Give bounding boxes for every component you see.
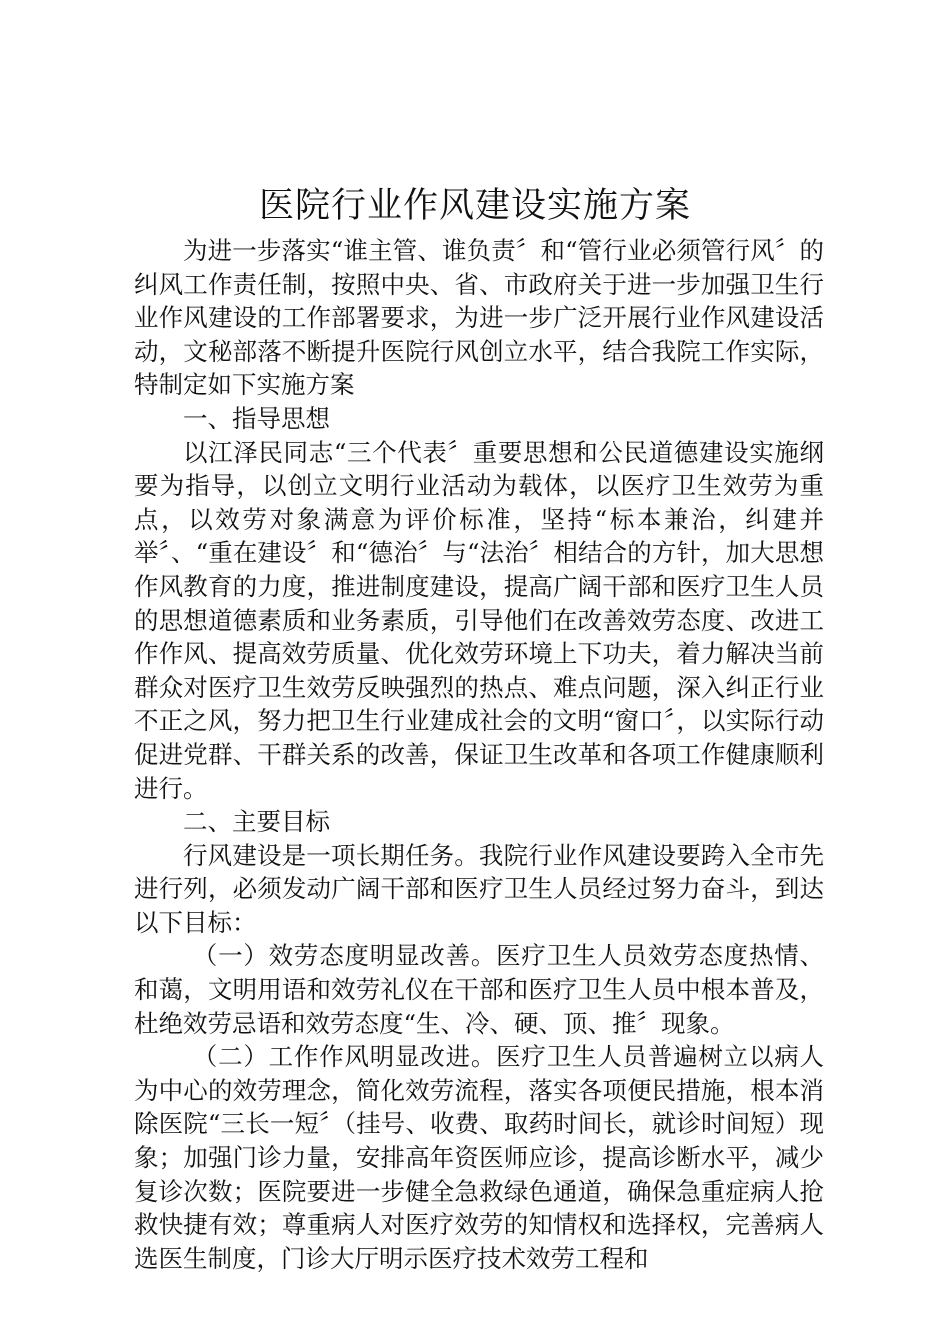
document-body <box>134 234 824 1275</box>
document-title: 医院行业作风建设实施方案 <box>258 186 691 226</box>
section-heading-main-goals: 二、主要目标 <box>183 807 330 837</box>
paragraph-guiding-ideology: 以江泽民同志“三个代表〞重要思想和公民道德建设实施纲要为指导，以创立文明行业活动为载体，以医疗卫生效劳为重点，以效劳对象满意为评价标准，坚持“标本兼治，纠建并举〞、“重在建设〞和“德治〞与“法治〞相结合的方针，加大思想作风教育的力度，推进制度建设，提高广阔干部和医疗卫生人员的思想道德素质和业务素质，引导他们在改善效劳态度、改进工作作风、提高效劳质量、优化效劳环境上下功夫，着力解决当前群众对医疗卫生效劳反映强烈的热点、难点问题，深入纠正行业不正之风，努力把卫生行业建成社会的文明“窗口〞，以实际行动促进党群、干群关系的改善，保证卫生改革和各项工作健康顺利进行。 <box>134 437 824 803</box>
section-heading-guiding-ideology: 一、指导思想 <box>183 403 330 433</box>
paragraph-main-goals: 行风建设是一项长期任务。我院行业作风建设要跨入全市先进行列，必须发动广阔干部和医疗卫生人员经过努力奋斗，到达以下目标： <box>134 840 824 937</box>
paragraph-goal-work-style: （二）工作作风明显改进。医疗卫生人员普遍树立以病人为中心的效劳理念，简化效劳流程，落实各项便民措施，根本消除医院“三长一短〞（挂号、收费、取药时间长，就诊时间短）现象；加强门诊力量，安排高年资医师应诊，提高诊断水平，减少复诊次数；医院要进一步健全急救绿色通道，确保急重症病人抢救快捷有效；尊重病人对医疗效劳的知情权和选择权，完善病人选医生制度，门诊大厅明示医疗技术效劳工程和 <box>134 1042 824 1273</box>
paragraph-intro: 为进一步落实“谁主管、谁负责〞和“管行业必须管行风〞的纠风工作责任制，按照中央、省、市政府关于进一步加强卫生行业作风建设的工作部署要求，为进一步广泛开展行业作风建设活动，文秘部落不断提升医院行风创立水平，结合我院工作实际，特制定如下实施方案 <box>134 236 824 400</box>
paragraph-goal-service-attitude: （一）效劳态度明显改善。医疗卫生人员效劳态度热情、和蔼，文明用语和效劳礼仪在干部和医疗卫生人员中根本普及，杜绝效劳忌语和效劳态度“生、冷、硬、顶、推〞现象。 <box>134 941 824 1038</box>
